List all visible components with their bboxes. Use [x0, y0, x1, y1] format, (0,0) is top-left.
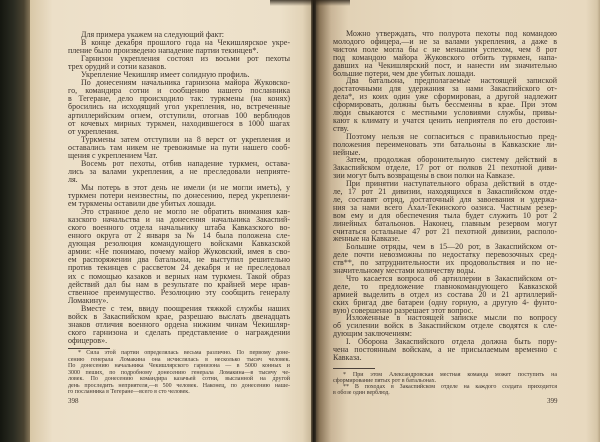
- text-line: го посланника в Тегеране—всего в сто человек.: [68, 389, 190, 395]
- page-number-left: 398: [68, 397, 79, 405]
- text-line: значительному местами количеству воды.: [333, 266, 476, 275]
- text-line: ния за нами всего Ахал-Текинского оазиса. Частным резер-: [333, 202, 557, 212]
- text-line: Ломакину».: [68, 295, 109, 305]
- text-line: ств**, по затруднительности их продовольствия и по не-: [333, 258, 557, 268]
- text-line: ских бригад две батареи (одну горную, а другую 4- фунто-: [333, 297, 557, 307]
- text-line: Два батальона, предполагаемые настоящей запиской: [346, 76, 557, 86]
- text-line: армией выделить в отдел из состава 20 и 21 артиллерий-: [333, 289, 557, 299]
- text-line: Мы потерь в этот день не имели (и не могли иметь), у: [81, 182, 290, 192]
- text-line: от кочевых мирных туркмен, находившегося в 1000 шагах: [68, 118, 290, 128]
- text-line: зии могут быть возвращены в свои полки на Кавказе.: [333, 171, 515, 181]
- text-line: Закаспийском отделе, 17 рот от полков 21 пехотной диви-: [333, 163, 557, 173]
- text-line: об усилении войск в Закаспийском отделе сводятся к сле-: [333, 321, 557, 331]
- text-line: нейные.: [333, 147, 361, 157]
- text-line: Большие отряды, чем в 15—20 рот, в Закаспийском от-: [346, 242, 557, 252]
- text-line: чена постоянным войскам, а не присылаемым временно с: [333, 345, 557, 354]
- text-line: Можно утверждать, что полурота пехоты под командою: [346, 29, 557, 38]
- text-line: под командою майора Жуковского отбить туркмен, напа-: [333, 52, 557, 62]
- text-line: давших на Чекишлярский пост, и нанести им значительно: [333, 60, 557, 70]
- text-line: деле, то предложение главнокомандующего Кавказской: [333, 281, 557, 291]
- text-line: В конце декабря прошлого года на Чекишлярское укре-: [81, 38, 290, 48]
- text-line: го, командира сотни и сообщению нашего посланника: [68, 86, 290, 96]
- text-line: По донесениям начальника гарнизона майора Жуковско-: [81, 78, 290, 88]
- text-line: Изложенные в настоящей записке мысли по вопросу: [346, 313, 557, 323]
- text-line: щения с укреплением Чат.: [68, 150, 158, 160]
- text-line: день проследить неприятеля,—в 500 человек. Наконец, по донесению наше-: [68, 382, 290, 389]
- text-line: ского военного отдела начальнику штаба Кавказского во-: [68, 223, 290, 233]
- text-line: достаточными для удержания за нами Закаспийского от-: [333, 84, 557, 94]
- text-line: ловек. По донесению командира казачьей сотни, высланной на другой: [68, 376, 290, 382]
- text-line: I. Оборона Закаспийского отдела должна быть пору-: [346, 337, 557, 347]
- text-line: ** В походах в Закаспийском отделе на каждого солдата приходится: [343, 384, 557, 391]
- text-line: дующим заключениям:: [333, 329, 412, 339]
- text-line: большие потери, чем две убитых лошади.: [333, 68, 476, 78]
- text-line: в Тегеране, дело происходило так: туркмены (на конях): [68, 94, 290, 104]
- text-line: Для примера укажем на следующий факт:: [81, 30, 225, 39]
- text-line: считаться остальные 47 рот 21 пехотной дивизии, располо-: [333, 226, 557, 236]
- text-line: Что касается вопроса об артиллерии в Закаспийском от-: [346, 273, 557, 283]
- text-line: сению генерала Ломакина она исчислялась в несколько тысяч человек.: [68, 356, 290, 363]
- text-line: кают к климату и учатся ценить неприятеля по его достоин-: [333, 115, 557, 125]
- text-line: ству.: [333, 123, 349, 133]
- text-line: чистом поле могла бы с не меньшим успехом, чем 8 рот: [333, 44, 557, 54]
- text-line: положения переименовать эти батальоны в Кавказские ли-: [333, 139, 557, 149]
- text-line: * При этом Александровская местная команда может поступить на: [343, 372, 557, 378]
- text-line: от укрепления.: [68, 126, 119, 136]
- text-line: действий дал бы нам в результате по крайней мере нрав-: [68, 279, 290, 289]
- text-line: Это странное дело не могло не обратить внимания кав-: [81, 207, 290, 217]
- text-line: вом ему и для обеспечения тыла будет служить 10 рот 2: [333, 210, 557, 220]
- text-line: офицеров».: [68, 335, 108, 345]
- text-line: По донесению начальника Чекишлярского гарнизона — в 5000 конных и: [68, 363, 290, 369]
- text-line: сформирование пятых рот в батальонах.: [333, 378, 437, 385]
- text-line: ле, составят отряд, достаточный для завоевания и удержа-: [333, 194, 557, 204]
- text-line: деле почти невозможны по недостатку перевозочных сред-: [333, 250, 557, 260]
- text-line: молодого офицера,—и не за валами укрепления, а даже в: [333, 36, 557, 46]
- text-line: лись за валами укрепления, а не преследовали неприяте-: [68, 166, 290, 176]
- text-line: женные на Кавказе.: [333, 234, 400, 244]
- text-line: сформировать, должны быть бессменны в крае. При этом: [333, 100, 557, 110]
- text-line: Кавказа.: [333, 352, 362, 362]
- footnote-rule: [333, 368, 375, 369]
- text-line: туркмен потери неизвестны, по донесению, перед укреплени-: [68, 191, 290, 200]
- text-line: против текинцев с рассветом 24 декабря и не преследовал: [68, 263, 290, 273]
- text-line: Гарнизон укрепления состоял из восьми рот пехоты: [81, 54, 290, 64]
- text-line: Вместе с тем, ввиду поощрения тяжкой службы наших: [81, 303, 290, 313]
- text-line: ля.: [68, 174, 78, 184]
- text-line: енного округа от 2 января за № 14 была положена сле-: [68, 231, 290, 241]
- page-number-right: 399: [547, 397, 558, 405]
- text-line: 3000 пеших, по подробному донесению генерала Ломакина—в тысячу че-: [68, 369, 290, 376]
- text-line: дующая резолюция командующего войсками Кавказской: [68, 239, 290, 249]
- text-line: бросились на исходящий угол укрепления, но, встреченные: [68, 102, 290, 112]
- text-line: артиллерийским огнем, отступили, отогнав 100 верблюдов: [68, 110, 290, 120]
- text-line: трех орудий и сотни казаков.: [68, 62, 167, 72]
- text-line: ем туркмены оставили две убитых лошади.: [68, 199, 216, 209]
- text-line: ственное преимущество. Резолюцию эту сообщить генералу: [68, 287, 290, 297]
- text-line: линейных батальонов. Наконец, главным резервом могут: [333, 218, 557, 228]
- text-line: вую) совершенно разрешает этот вопрос.: [333, 305, 474, 315]
- text-line: их с помощью казаков и верных нам туркмен. Такой образ: [68, 271, 290, 281]
- text-line: ле, 17 рот 21 дивизии, находящихся в Закаспийском отде-: [333, 187, 557, 196]
- text-line: люди свыкаются с местными условиями службы, привы-: [333, 108, 557, 117]
- text-line: ем распоряжении два батальона, не выступил решительно: [68, 255, 290, 265]
- text-line: в обозе один верблюд.: [333, 390, 390, 397]
- text-line: знаков отличия военного ордена нижним чинам Чекишляр-: [68, 319, 290, 329]
- book-cover-edge: [0, 0, 34, 442]
- text-line: Укрепление Чекишляр имеет солидную профиль.: [81, 70, 250, 80]
- text-line: дела*, из коих один уже сформирован, а другой надлежит: [333, 92, 557, 102]
- text-line: войск в Закаспийском крае, разрешаю выслать двенадцать: [68, 311, 290, 321]
- text-line: армии: «Не понимаю, почему майор Жуковский, имея в сво-: [68, 247, 290, 257]
- gutter-shadow: [270, 0, 350, 6]
- text-line: Поэтому нельзя не согласиться с правильностью пред-: [346, 131, 557, 141]
- text-line: Восемь рот пехоты, отбив нападение туркмен, остава-: [81, 158, 290, 168]
- book-gutter: [311, 0, 316, 442]
- text-line: оставались там никем не тревожимые на пути нашего сооб-: [68, 142, 290, 152]
- text-line: Туркмены затем отступили на 8 верст от укрепления и: [81, 134, 290, 144]
- text-line: ского гарнизона и сделать представление о награждении: [68, 327, 290, 337]
- text-line: пление было произведено нападение партии текинцев*.: [68, 46, 259, 56]
- text-line: казского начальства и на донесения начальника Закаспий-: [68, 215, 290, 225]
- text-line: При принятии наступательного образа действий в отде-: [346, 179, 557, 189]
- footnote-rule: [68, 348, 110, 349]
- text-line: Затем, продолжая оборонительную систему действий в: [346, 155, 557, 165]
- text-line: * Сила этой партии определялась весьма различно. По первому доне-: [78, 350, 290, 356]
